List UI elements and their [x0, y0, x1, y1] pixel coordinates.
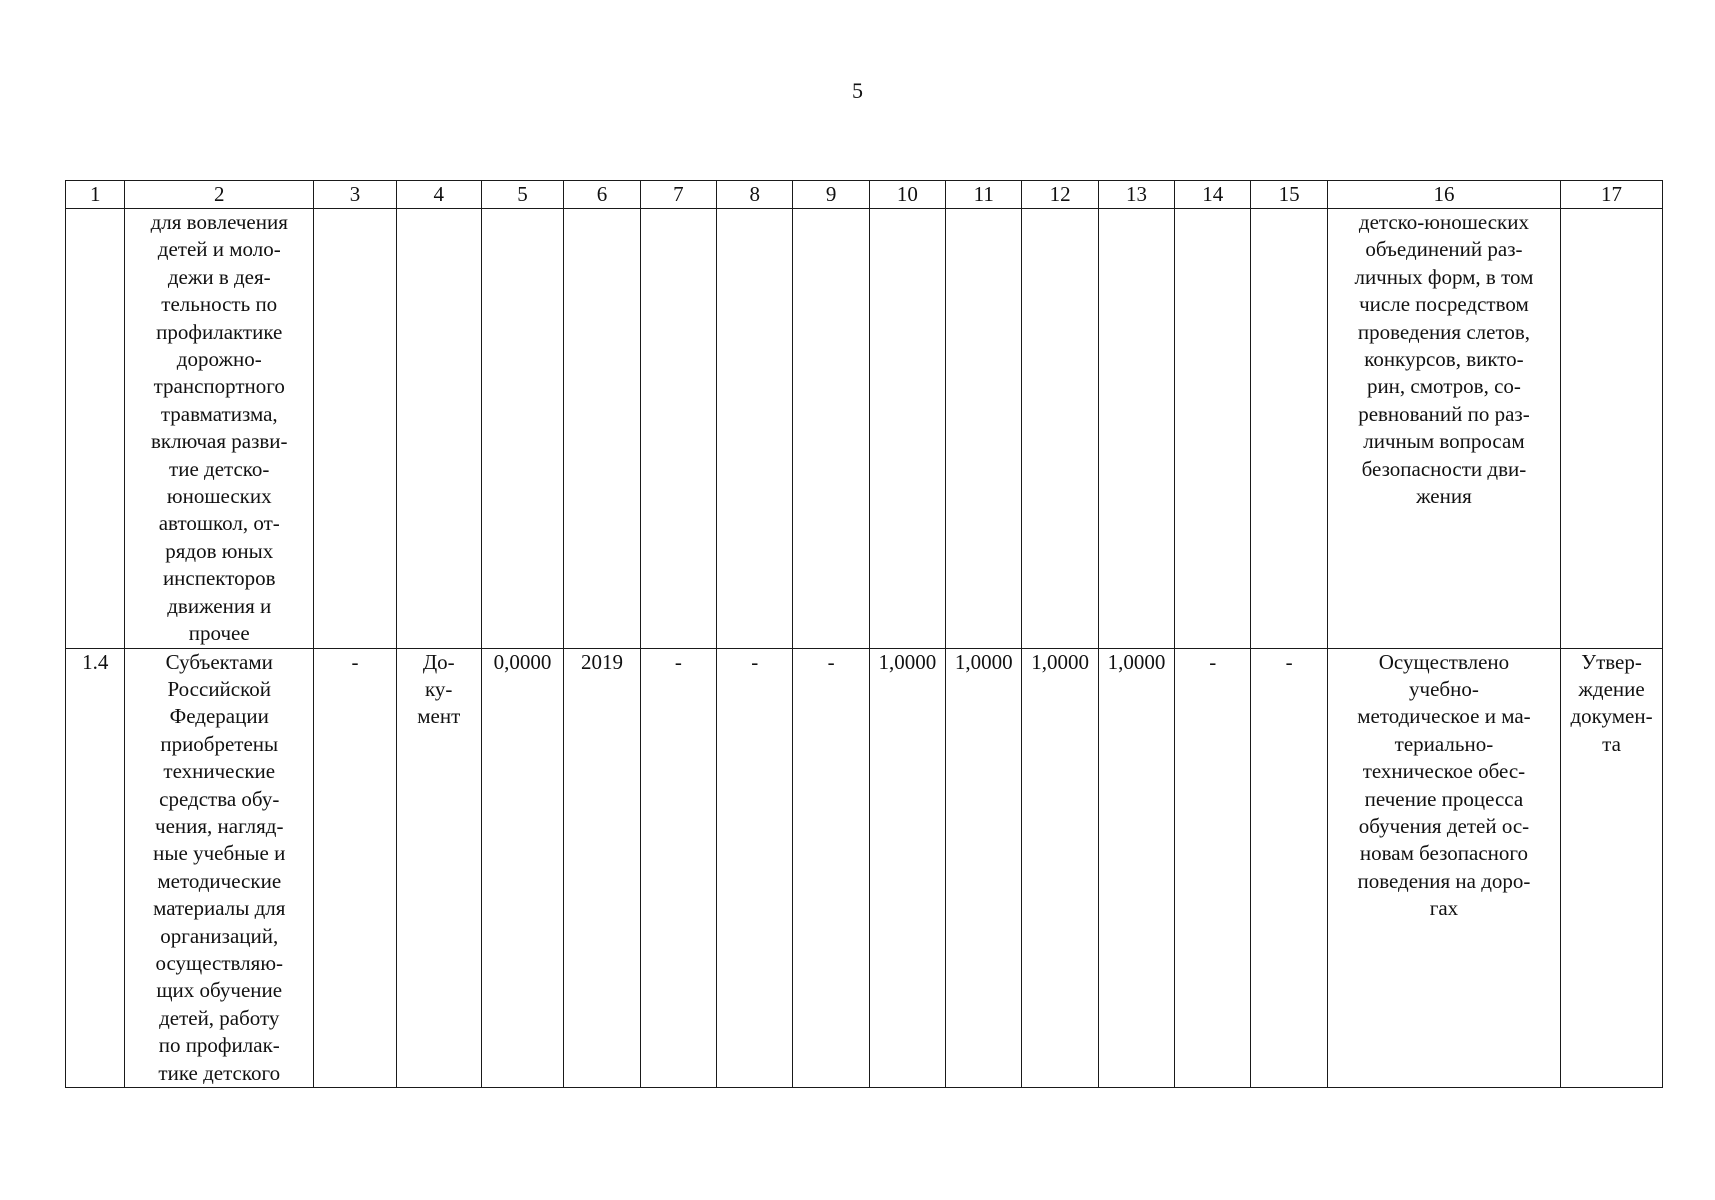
table-cell [1175, 209, 1251, 649]
table-cell [1327, 209, 1560, 649]
table-cell [717, 648, 793, 1088]
table-cell [1561, 648, 1663, 1088]
item-description: Субъектами Российской Федерации приобретены технические средства обу- чения, нагляд- ные учебные и методические материалы для организаций, осуществляю- щих обучение детей, работу по профилак- тике детского [153, 649, 286, 1085]
column-header: 11 [946, 181, 1022, 209]
cell-text: - [751, 649, 759, 674]
page-number: 5 [852, 78, 863, 103]
column-header: 7 [640, 181, 716, 209]
cell-text: 1,0000 [878, 649, 937, 674]
column-header: 10 [869, 181, 945, 209]
cell-text: 2019 [581, 649, 624, 674]
cell-text: 1,0000 [954, 649, 1013, 674]
table-cell [1175, 648, 1251, 1088]
column-header: 12 [1022, 181, 1098, 209]
cell-text: - [827, 649, 835, 674]
registry-table [65, 180, 1663, 1088]
cell-text: 1,0000 [1031, 649, 1089, 674]
cell-text: детско-юношеских объединений раз- личных форм, в том числе посредством проведения слетов, конкурсов, викто- рин, смотров, со- ревнований по раз- личным вопросам безопасности дви- жения [1354, 210, 1534, 509]
table-cell [125, 648, 314, 1088]
table-cell [481, 209, 564, 649]
item-number: 1.4 [82, 649, 109, 674]
table-cell [793, 209, 869, 649]
table-cell [1022, 209, 1098, 649]
cell-text: 1,0000 [1107, 649, 1166, 674]
table-cell [314, 209, 397, 649]
table-cell [869, 209, 945, 649]
column-header: 15 [1251, 181, 1327, 209]
table-cell [1022, 648, 1098, 1088]
table-cell [1251, 648, 1327, 1088]
table-cell [640, 648, 716, 1088]
column-number-header-row [66, 181, 1663, 209]
column-header: 17 [1561, 181, 1663, 209]
column-header: 2 [125, 181, 314, 209]
table-cell [564, 209, 640, 649]
column-header: 3 [314, 181, 397, 209]
column-header: 14 [1175, 181, 1251, 209]
table-row-continuation [66, 209, 1663, 649]
result-description: Осуществлено учебно- методическое и ма- териально- техническое обес- печение процесса обучения детей ос- новам безопасного поведения на доро- гах [1357, 649, 1531, 921]
table-cell [314, 648, 397, 1088]
cell-text: - [1285, 649, 1293, 674]
table-cell [396, 648, 481, 1088]
cell-text: для вовлечения детей и моло- дежи в дея- тельность по профилактике дорожно- транспортного травматизма, включая разви- тие детско- юношеских автошкол, от- рядов юных инспекторов движения и прочее [150, 210, 288, 646]
table-cell [946, 648, 1022, 1088]
table-cell [1251, 209, 1327, 649]
column-header: 9 [793, 181, 869, 209]
table-cell [66, 209, 125, 649]
cell-text: - [1209, 649, 1217, 674]
cell-text: - [674, 649, 682, 674]
table-cell [946, 209, 1022, 649]
column-header: 6 [564, 181, 640, 209]
column-header: 16 [1327, 181, 1560, 209]
cell-text: Утвер- ждение докумен- та [1570, 649, 1653, 756]
table-cell [396, 209, 481, 649]
table-cell [869, 648, 945, 1088]
table-cell [640, 209, 716, 649]
table-row-1-4 [66, 648, 1663, 1088]
table-cell [1327, 648, 1560, 1088]
table-cell [125, 209, 314, 649]
table-cell [717, 209, 793, 649]
cell-text: - [351, 649, 359, 674]
column-header: 8 [717, 181, 793, 209]
column-header: 13 [1098, 181, 1174, 209]
table-cell [481, 648, 564, 1088]
table-cell [793, 648, 869, 1088]
table-cell [564, 648, 640, 1088]
table-cell [1098, 648, 1174, 1088]
column-header: 1 [66, 181, 125, 209]
table-cell [66, 648, 125, 1088]
cell-text: До- ку- мент [417, 649, 461, 729]
table-cell [1098, 209, 1174, 649]
cell-text: 0,0000 [493, 649, 552, 674]
column-header: 5 [481, 181, 564, 209]
column-header: 4 [396, 181, 481, 209]
table-cell [1561, 209, 1663, 649]
